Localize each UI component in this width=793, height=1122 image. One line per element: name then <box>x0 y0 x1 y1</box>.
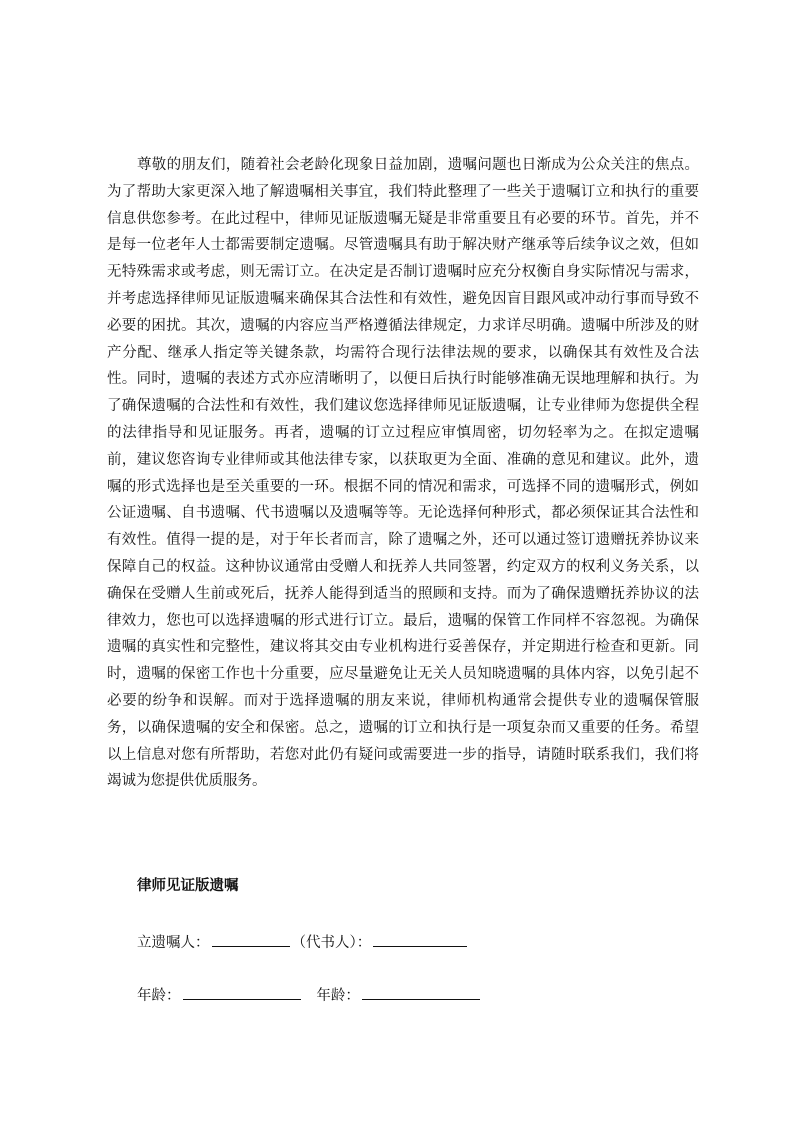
age-label-1: 年龄： <box>137 988 181 1004</box>
age-label-2: 年龄： <box>316 988 360 1004</box>
testator-blank-line <box>212 932 290 947</box>
age-row <box>137 985 482 1006</box>
testator-row <box>137 932 469 953</box>
age-blank-line-1 <box>183 985 301 1000</box>
age-blank-line-2 <box>362 985 480 1000</box>
agent-label: （代书人）： <box>291 935 372 951</box>
agent-blank-line <box>373 932 467 947</box>
intro-paragraph: 尊敬的朋友们，随着社会老龄化现象日益加剧，遗嘱问题也日渐成为公众关注的焦点。为了帮助大家更深入地了解遗嘱相关事宜，我们特此整理了一些关于遗嘱订立和执行的重要信息供您参考。在此过程中，律师见证版遗嘱无疑是非常重要且有必要的环节。首先，并不是每一位老年人士都需要制定遗嘱。尽管遗嘱具有助于解决财产继承等后续争议之效，但如无特殊需求或考虑，则无需订立。在决定是否制订遗嘱时应充分权衡自身实际情况与需求，并考虑选择律师见证版遗嘱来确保其合法性和有效性，避免因盲目跟风或冲动行事而导致不必要的困扰。其次，遗嘱的内容应当严格遵循法律规定，力求详尽明确。遗嘱中所涉及的财产分配、继承人指定等关键条款，均需符合现行法律法规的要求，以确保其有效性及合法性。同时，遗嘱的表述方式亦应清晰明了，以便日后执行时能够准确无误地理解和执行。为了确保遗嘱的合法性和有效性，我们建议您选择律师见证版遗嘱，让专业律师为您提供全程的法律指导和见证服务。再者，遗嘱的订立过程应审慎周密，切勿轻率为之。在拟定遗嘱前，建议您咨询专业律师或其他法律专家，以获取更为全面、准确的意见和建议。此外，遗嘱的形式选择也是至关重要的一环。根据不同的情况和需求，可选择不同的遗嘱形式，例如公证遗嘱、自书遗嘱、代书遗嘱以及遗嘱等等。无论选择何种形式，都必须保证其合法性和有效性。值得一提的是，对于年长者而言，除了遗嘱之外，还可以通过签订遗赠抚养协议来保障自己的权益。这种协议通常由受赠人和抚养人共同签署，约定双方的权利义务关系，以确保在受赠人生前或死后，抚养人能得到适当的照顾和支持。而为了确保遗赠抚养协议的法律效力，您也可以选择遗嘱的形式进行订立。最后，遗嘱的保管工作同样不容忽视。为确保遗嘱的真实性和完整性，建议将其交由专业机构进行妥善保存，并定期进行检查和更新。同时，遗嘱的保密工作也十分重要，应尽量避免让无关人员知晓遗嘱的具体内容，以免引起不必要的纷争和误解。而对于选择遗嘱的朋友来说，律师机构通常会提供专业的遗嘱保管服务，以确保遗嘱的安全和保密。总之，遗嘱的订立和执行是一项复杂而又重要的任务。希望以上信息对您有所帮助，若您对此仍有疑问或需要进一步的指导，请随时联系我们，我们将竭诚为您提供优质服务。 <box>107 157 699 790</box>
testator-label: 立遗嘱人： <box>137 935 210 951</box>
section-title: 律师见证版遗嘱 <box>137 878 239 894</box>
